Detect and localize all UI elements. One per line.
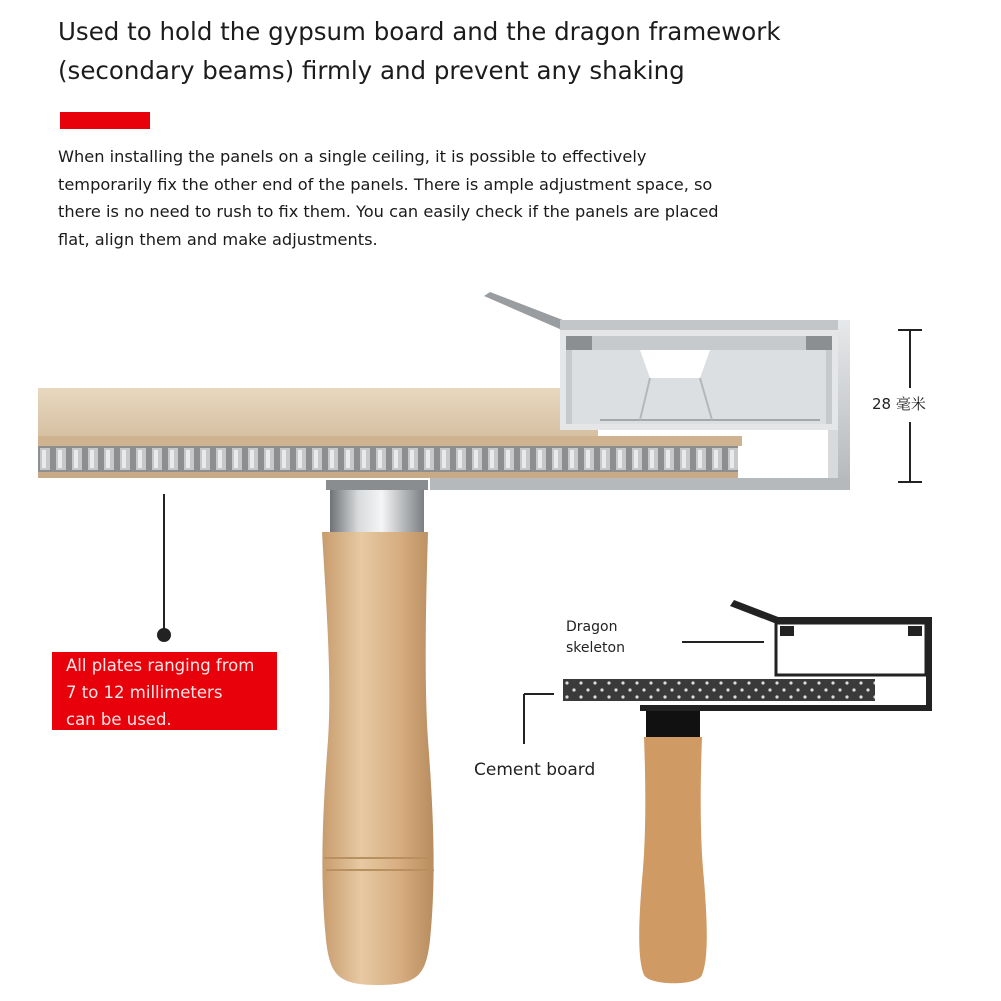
description-line-4: flat, align them and make adjustments. [58, 229, 378, 249]
title-line-2: (secondary beams) firmly and prevent any shaking [58, 56, 685, 85]
dragon-skeleton-label [566, 617, 625, 659]
plate-size-note [52, 652, 277, 730]
description-line-2: temporarily fix the other end of the panels. There is ample adjustment space, so [58, 174, 713, 194]
plate-note-line-3: can be used. [66, 710, 172, 729]
plate-note-line-2: 7 to 12 millimeters [66, 683, 223, 702]
dragon-skeleton-channel [560, 330, 838, 430]
plate-note-line-1: All plates ranging from [66, 656, 255, 675]
plate-pointer [157, 494, 171, 642]
dimension-label: 28 毫米 [872, 395, 926, 413]
cement-board-label: Cement board [474, 760, 596, 780]
dragon-label-line-2: skeleton [566, 640, 625, 656]
dragon-label-line-1: Dragon [566, 619, 618, 635]
title-line-1: Used to hold the gypsum board and the dragon framework [58, 17, 781, 46]
description-line-1: When installing the panels on a single ceiling, it is possible to effectively [58, 147, 647, 166]
description-line-3: there is no need to rush to fix them. You can easily check if the panels are placed [58, 202, 719, 221]
support-rod [322, 480, 434, 985]
